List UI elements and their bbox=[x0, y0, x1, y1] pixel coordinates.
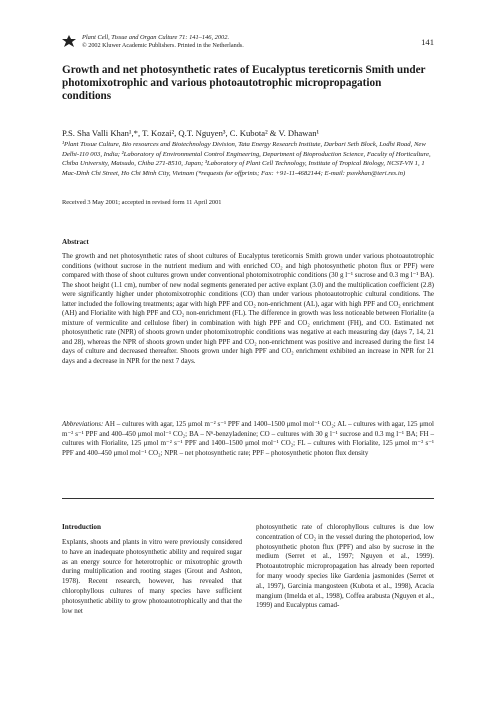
journal-citation: Plant Cell, Tissue and Organ Culture 71: 141–146, 2002. bbox=[82, 34, 230, 41]
introduction-right-column: photosynthetic rate of chlorophyllous cultures is due low concentration of CO₂ in the vessel during the photoperiod, low photosynthetic photon flux (PPF) and also by sucrose in the medium (Serret et al., 1997; Nguyen et al., 1999). Photoautotrophic micropropagation has already been reported for many woody species like Gardenia jasmonides (Serret et al., 1997), Garcinia mangosteen (Kubota et al., 1998), Acacia mangium (Imelda et al., 1998), Coffea arabusta (Nguyen et al., 1999) and Eucalyptus camad- bbox=[256, 523, 434, 610]
abbreviations-text: AH – cultures with agar, 125 μmol m⁻² s⁻¹ PPF and 1400–1500 μmol mol⁻¹ CO₂; AL – cultures with agar, 125 μmol m⁻² s⁻¹ PPF and 400–450 μmol mol⁻¹ CO₂; BA – N⁶-benzyladenine; CO – cultures with 30 g l⁻¹ sucrose and 0.3 mg l⁻¹ BA; FH – cultures with Florialite, 125 μmol m⁻² s⁻¹ PPF and 1400–1500 μmol mol⁻¹ CO₂; FL – cultures with Florialite, 125 μmol m⁻² s⁻¹ PPF and 400–450 μmol mol⁻¹ CO₂; NPR – net photosynthetic rate; PPF – photosynthetic photon flux density bbox=[62, 420, 434, 457]
abbreviations-label: Abbreviations: bbox=[62, 420, 104, 428]
introduction-heading: Introduction bbox=[62, 523, 102, 531]
author-affiliations: ¹Plant Tissue Culture, Bio resources and Biotechnology Division, Tata Energy Research Institute, Darbari Seth Block, Lodhi Road, New Delhi-110 003, India; ²Laboratory of Environmental Control Engineering, Department of Bioproduction Science, Faculty of Horticulture, Chiba University, Matsudo, Chiba 271-8510, Japan; ³Laboratory of Plant Cell Technology, Institute of Tropical Biology, NCST-VN 1, 1 Mac-Dinh Chi Street, Ho Chi Minh City, Vietnam (*requests for offprints; Fax: +91-11-4682144; E-mail: pssvkhan@teri.res.in) bbox=[62, 141, 431, 177]
abstract-text: The growth and net photosynthetic rates of shoot cultures of Eucalyptus tereticornis Smith grown under various photoautotrophic conditions (without sucrose in the nutrient medium and with enriched CO₂ and high photosynthetic photon flux or PPF) were compared with those of shoot cultures grown under conventional photomixotrophic conditions (30 g l⁻¹ sucrose and 0.3 mg l⁻¹ BA). The shoot height (1.1 cm), number of new nodal segments generated per active explant (3.0) and the multiplication coefficient (2.8) were significantly higher under photomixotrophic conditions (CO) than under various photoautotrophic cultural conditions. The latter included the following treatments; agar with high PPF and CO₂ non-enrichment (AL), agar with high PPF and CO₂ enrichment (AH) and Florialite with high PPF and CO₂ non-enrichment (FL). The difference in growth was less noticeable between Florialite (a mixture of vermiculite and cellulose fiber) in combination with high PPF and CO₂ enrichment (FH), and CO. Estimated net photosynthetic rate (NPR) of shoots grown under photomixotrophic conditions was negative at each measuring day (days 7, 14, 21 and 28), whereas the NPR of shoots grown under high PPF and CO₂ non-enrichment was positive and increased during the first 14 days of culture and decreased thereafter. Shoots grown under high PPF and CO₂ enrichment exhibited an increase in NPR for 21 days and a decrease in NPR for the next 7 days. bbox=[62, 252, 434, 365]
copyright-line: © 2002 Kluwer Academic Publishers. Printed in the Netherlands. bbox=[82, 42, 244, 49]
publisher-logo-icon bbox=[62, 35, 76, 47]
received-dates: Received 3 May 2001; accepted in revised form 11 April 2001 bbox=[62, 199, 222, 206]
page-number: 141 bbox=[421, 37, 434, 47]
section-divider bbox=[62, 498, 434, 499]
introduction-left-column: Explants, shoots and plants in vitro were previously considered to have an inadequate photosynthetic ability and required sugar as an energy source for heterotrophic or mixotrophic growth during multiplication and rooting stages (Grout and Ashton, 1978). Recent research, however, has revealed that chlorophyllous cultures of many species have sufficient photosynthetic ability to grow photoautotrophically and that the low net bbox=[62, 538, 242, 615]
abbreviations-block bbox=[62, 420, 434, 458]
abstract-heading: Abstract bbox=[62, 238, 89, 246]
article-title: Growth and net photosynthetic rates of Eucalyptus tereticornis Smith under photomixotrophic and various photoautotrophic micropropagation conditions bbox=[62, 64, 426, 103]
author-list: P.S. Sha Valli Khan¹,*, T. Kozai², Q.T. Nguyen³, C. Kubota² & V. Dhawan¹ bbox=[62, 128, 320, 138]
